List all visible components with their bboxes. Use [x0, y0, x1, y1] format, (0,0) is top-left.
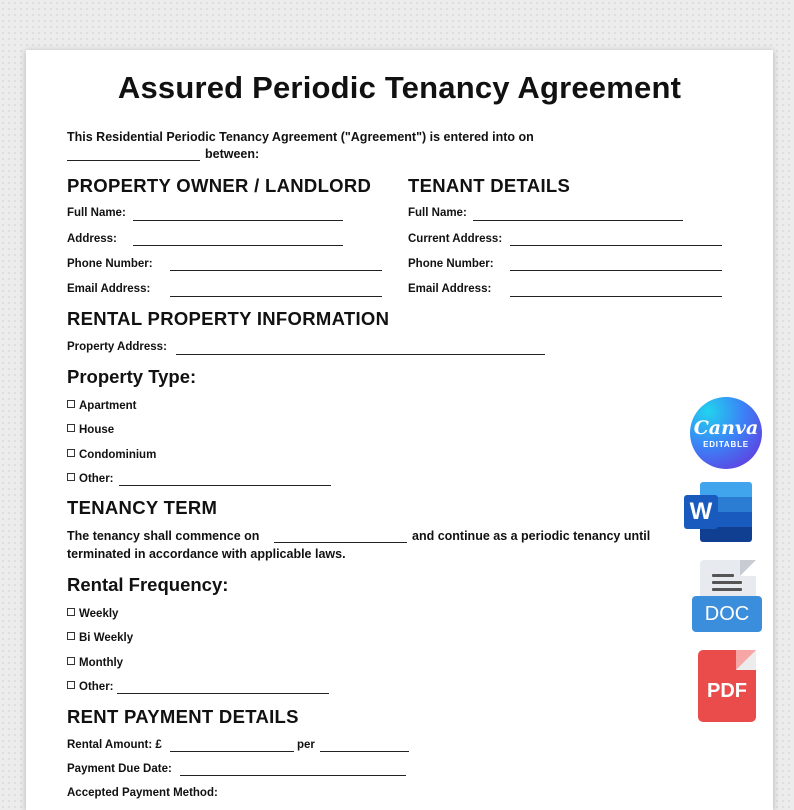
commence-date-field[interactable]: [274, 542, 407, 543]
checkbox[interactable]: [67, 424, 75, 432]
landlord-address-label: Address:: [67, 233, 117, 245]
checkbox[interactable]: [67, 681, 75, 689]
property-type-option[interactable]: House: [67, 424, 114, 436]
word-letter: W: [684, 495, 718, 529]
checkbox[interactable]: [67, 473, 75, 481]
frequency-option[interactable]: Weekly: [67, 608, 118, 620]
frequency-option[interactable]: Monthly: [67, 657, 123, 669]
frequency-option[interactable]: Bi Weekly: [67, 632, 133, 644]
tenancy-term-text-2: terminated in accordance with applicable laws.: [67, 547, 346, 561]
property-address-field[interactable]: [176, 354, 545, 355]
tenant-name-field[interactable]: [473, 220, 683, 221]
checkbox[interactable]: [67, 449, 75, 457]
pdf-file-icon: [698, 650, 756, 722]
tenancy-term-text-a: The tenancy shall commence on: [67, 529, 260, 543]
tenant-phone-label: Phone Number:: [408, 258, 494, 270]
frequency-other-field[interactable]: [117, 693, 329, 694]
payment-method-label: Accepted Payment Method:: [67, 787, 218, 799]
tenant-email-field[interactable]: [510, 296, 722, 297]
rental-period-field[interactable]: [320, 751, 409, 752]
property-type-option[interactable]: Apartment: [67, 400, 137, 412]
payment-due-field[interactable]: [180, 775, 406, 776]
landlord-name-label: Full Name:: [67, 207, 126, 219]
checkbox[interactable]: [67, 632, 75, 640]
microsoft-word-icon: [684, 482, 754, 542]
property-type-other-field[interactable]: [119, 485, 331, 486]
doc-file-icon: [692, 560, 762, 632]
rental-property-heading: RENTAL PROPERTY INFORMATION: [67, 308, 390, 329]
tenant-email-label: Email Address:: [408, 283, 492, 295]
intro-line-1: This Residential Periodic Tenancy Agreement ("Agreement") is entered into on: [67, 130, 534, 144]
per-label: per: [297, 739, 315, 751]
property-type-heading: Property Type:: [67, 366, 197, 387]
property-type-option[interactable]: Condominium: [67, 449, 156, 461]
tenant-heading: TENANT DETAILS: [408, 175, 571, 196]
landlord-address-field[interactable]: [133, 245, 343, 246]
property-type-option[interactable]: Other:: [67, 473, 114, 485]
landlord-name-field[interactable]: [133, 220, 343, 221]
frequency-option[interactable]: Other:: [67, 681, 114, 693]
canva-wordmark: Canva: [693, 417, 759, 439]
pdf-label: PDF: [707, 680, 747, 702]
landlord-phone-field[interactable]: [170, 270, 382, 271]
tenancy-term-text-b: and continue as a periodic tenancy until: [412, 529, 651, 543]
rent-payment-heading: RENT PAYMENT DETAILS: [67, 706, 299, 727]
checkbox[interactable]: [67, 657, 75, 665]
document-page: [26, 50, 773, 810]
tenant-address-label: Current Address:: [408, 233, 503, 245]
doc-label: DOC: [692, 596, 762, 632]
canva-editable-label: EDITABLE: [703, 440, 749, 449]
checkbox[interactable]: [67, 400, 75, 408]
landlord-email-label: Email Address:: [67, 283, 151, 295]
rental-amount-label: Rental Amount: £: [67, 739, 162, 751]
tenant-phone-field[interactable]: [510, 270, 722, 271]
tenant-address-field[interactable]: [510, 245, 722, 246]
tenant-name-label: Full Name:: [408, 207, 467, 219]
document-title: Assured Periodic Tenancy Agreement: [117, 70, 682, 105]
intro-line-2: between:: [205, 147, 260, 161]
rental-frequency-heading: Rental Frequency:: [67, 574, 229, 595]
landlord-phone-label: Phone Number:: [67, 258, 153, 270]
date-blank[interactable]: [67, 160, 200, 161]
landlord-email-field[interactable]: [170, 296, 382, 297]
payment-due-label: Payment Due Date:: [67, 763, 172, 775]
tenancy-term-heading: TENANCY TERM: [67, 497, 218, 518]
canva-editable-icon: [690, 397, 762, 469]
landlord-heading: PROPERTY OWNER / LANDLORD: [67, 175, 372, 196]
checkbox[interactable]: [67, 608, 75, 616]
property-address-label: Property Address:: [67, 341, 167, 353]
rental-amount-field[interactable]: [170, 751, 294, 752]
